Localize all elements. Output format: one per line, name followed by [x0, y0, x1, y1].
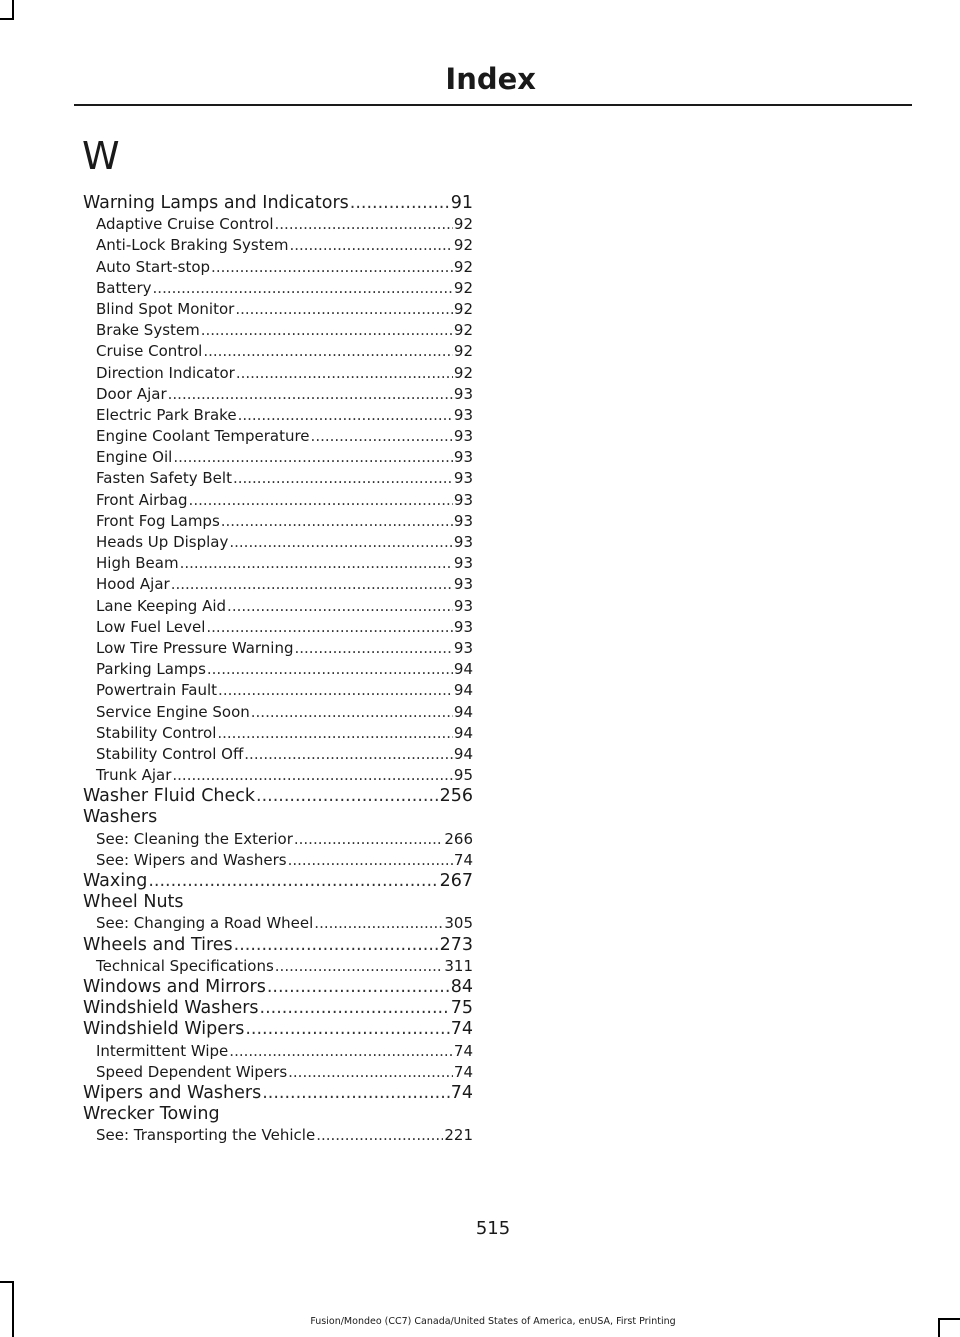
entry-page-number: 92 [453, 257, 473, 276]
dot-leader [172, 765, 453, 786]
dot-leader [275, 214, 453, 235]
entry-label: See: Changing a Road Wheel [96, 914, 314, 933]
index-subentry [83, 363, 473, 384]
index-subentry [83, 1125, 473, 1146]
entry-label: Low Tire Pressure Warning [96, 638, 294, 657]
entry-page-number: 94 [453, 660, 473, 679]
dot-leader [256, 786, 439, 807]
index-entry [83, 892, 473, 913]
entry-page-number: 74 [450, 1082, 473, 1103]
dot-leader [251, 702, 453, 723]
dot-leader [233, 468, 453, 489]
index-subentry [83, 426, 473, 447]
dot-leader [148, 871, 438, 892]
entry-page-number: 93 [453, 554, 473, 573]
entry-page-number: 92 [453, 299, 473, 318]
entry-label: Brake System [96, 321, 200, 340]
entry-label: Wheels and Tires [83, 934, 233, 955]
index-subentry [83, 1041, 473, 1062]
entry-label: See: Wipers and Washers [96, 850, 287, 869]
entry-label: Intermittent Wipe [96, 1041, 229, 1060]
index-entry [83, 998, 473, 1019]
crop-mark-bottom-left-horizontal [0, 1281, 14, 1283]
entry-page-number: 74 [450, 1019, 473, 1040]
dot-leader [206, 617, 453, 638]
dot-leader [201, 320, 453, 341]
entry-page-number: 267 [439, 871, 473, 891]
index-subentry [83, 596, 473, 617]
dot-leader [168, 384, 453, 405]
entry-label: Auto Start-stop [96, 257, 211, 276]
index-subentry [83, 490, 473, 511]
entry-label: High Beam [96, 554, 179, 573]
entry-label: Warning Lamps and Indicators [83, 193, 349, 213]
entry-page-number: 92 [453, 321, 473, 340]
entry-page-number: 94 [453, 723, 473, 742]
dot-leader [153, 278, 453, 299]
entry-label: Cruise Control [96, 342, 203, 361]
entry-label: Technical Specifications [96, 956, 274, 975]
entry-label: Lane Keeping Aid [96, 596, 227, 615]
entry-label: Door Ajar [96, 384, 167, 403]
entry-label: Parking Lamps [96, 660, 206, 679]
entry-page-number: 93 [453, 405, 473, 424]
entry-page-number: 266 [444, 829, 473, 848]
entry-page-number: 93 [453, 384, 473, 403]
entry-page-number: 74 [453, 1041, 473, 1060]
entry-page-number: 256 [439, 786, 473, 807]
index-subentry [83, 320, 473, 341]
entry-label: Speed Dependent Wipers [96, 1062, 288, 1081]
entry-page-number: 93 [453, 533, 473, 551]
entry-label: Front Airbag [96, 490, 188, 509]
entry-label: Trunk Ajar [96, 766, 172, 785]
entry-page-number: 74 [453, 1062, 473, 1081]
index-subentry [83, 553, 473, 574]
index-entry [83, 1019, 473, 1040]
dot-leader [288, 850, 453, 871]
index-subentry [83, 765, 473, 786]
index-subentry [83, 1062, 473, 1083]
index-subentry [83, 257, 473, 278]
index-entry [83, 935, 473, 956]
header-divider [74, 104, 912, 106]
dot-leader [267, 977, 450, 998]
entry-page-number: 221 [444, 1126, 473, 1145]
index-subentry [83, 214, 473, 235]
dot-leader [244, 744, 453, 765]
entry-page-number: 95 [453, 766, 473, 785]
dot-leader [245, 1019, 449, 1040]
entry-page-number: 311 [444, 956, 473, 975]
entry-page-number: 94 [453, 744, 473, 763]
dot-leader [171, 574, 453, 595]
entry-page-number: 93 [453, 638, 473, 657]
entry-label: Blind Spot Monitor [96, 299, 235, 318]
entry-label: Engine Oil [96, 448, 173, 467]
entry-label: See: Cleaning the Exterior [96, 829, 293, 848]
index-entry [83, 193, 473, 214]
footer-print-info: Fusion/Mondeo (CC7) Canada/United States of America, enUSA, First Printing [310, 1316, 676, 1327]
crop-mark-top-left-vertical [12, 0, 14, 20]
entry-page-number: 93 [453, 427, 473, 446]
index-subentry [83, 956, 473, 977]
dot-leader [238, 405, 453, 426]
index-list [83, 193, 473, 1146]
index-subentry [83, 723, 473, 744]
entry-page-number: 75 [450, 998, 473, 1019]
entry-label: Windshield Wipers [83, 1019, 245, 1040]
entry-label: Anti-Lock Braking System [96, 236, 289, 255]
index-subentry [83, 235, 473, 256]
entry-page-number: 92 [453, 278, 473, 297]
dot-leader [180, 553, 453, 574]
dot-leader [235, 299, 453, 320]
entry-page-number: 74 [453, 850, 473, 869]
entry-label: Service Engine Soon [96, 702, 250, 721]
entry-label: Fasten Safety Belt [96, 469, 232, 488]
dot-leader [262, 1083, 450, 1104]
dot-leader [275, 956, 444, 977]
dot-leader [234, 935, 439, 956]
dot-leader [221, 511, 453, 532]
dot-leader [314, 913, 443, 934]
index-subentry [83, 850, 473, 871]
index-entry [83, 807, 473, 828]
dot-leader [217, 723, 453, 744]
crop-mark-bottom-left-vertical [12, 1281, 14, 1337]
index-subentry [83, 532, 473, 553]
entry-page-number: 94 [453, 702, 473, 721]
dot-leader [295, 638, 453, 659]
dot-leader [350, 193, 450, 214]
dot-leader [203, 341, 453, 362]
entry-page-number: 91 [450, 193, 473, 213]
entry-page-number: 93 [453, 575, 473, 594]
entry-page-number: 92 [453, 342, 473, 361]
entry-label: Wheel Nuts [83, 892, 184, 913]
dot-leader [189, 490, 453, 511]
entry-label: Waxing [83, 871, 148, 891]
index-subentry [83, 299, 473, 320]
dot-leader [311, 426, 453, 447]
index-subentry [83, 405, 473, 426]
entry-label: Electric Park Brake [96, 405, 237, 424]
dot-leader [260, 998, 450, 1019]
entry-label: Direction Indicator [96, 363, 235, 382]
index-entry [83, 1083, 473, 1104]
index-subentry [83, 511, 473, 532]
entry-label: Wipers and Washers [83, 1082, 262, 1103]
entry-label: Hood Ajar [96, 575, 170, 594]
section-letter: W [82, 134, 120, 178]
index-subentry [83, 829, 473, 850]
index-entry [83, 871, 473, 892]
entry-label: Washer Fluid Check [83, 786, 256, 807]
index-subentry [83, 680, 473, 701]
index-entry [83, 786, 473, 807]
entry-page-number: 93 [453, 511, 473, 530]
index-entry [83, 977, 473, 998]
entry-label: Windshield Washers [83, 998, 259, 1019]
page-number: 515 [475, 1218, 511, 1239]
dot-leader [294, 829, 443, 850]
index-subentry [83, 278, 473, 299]
entry-label: Battery [96, 278, 152, 297]
entry-label: Heads Up Display [96, 533, 229, 551]
index-subentry [83, 638, 473, 659]
entry-label: Windows and Mirrors [83, 976, 266, 997]
dot-leader [289, 235, 452, 256]
entry-label: Stability Control [96, 723, 217, 742]
entry-label: Washers [83, 807, 158, 828]
entry-label: Wrecker Towing [83, 1104, 220, 1125]
entry-page-number: 305 [444, 914, 473, 933]
page-header-title: Index [445, 62, 536, 96]
index-subentry [83, 574, 473, 595]
dot-leader [236, 363, 453, 384]
entry-page-number: 92 [453, 363, 473, 382]
entry-page-number: 92 [453, 215, 473, 234]
index-entry [83, 1104, 473, 1125]
entry-page-number: 92 [453, 236, 473, 255]
dot-leader [316, 1125, 443, 1146]
index-subentry [83, 913, 473, 934]
index-subentry [83, 384, 473, 405]
index-subentry [83, 447, 473, 468]
dot-leader [211, 257, 453, 278]
entry-page-number: 93 [453, 490, 473, 509]
entry-page-number: 273 [439, 934, 473, 955]
entry-label: Engine Coolant Temperature [96, 427, 310, 446]
index-subentry [83, 468, 473, 489]
entry-page-number: 94 [453, 681, 473, 700]
dot-leader [173, 447, 453, 468]
index-subentry [83, 744, 473, 765]
entry-page-number: 93 [453, 469, 473, 488]
entry-label: See: Transporting the Vehicle [96, 1126, 316, 1145]
entry-label: Stability Control Off [96, 744, 244, 763]
entry-page-number: 93 [453, 617, 473, 636]
entry-label: Front Fog Lamps [96, 511, 220, 530]
entry-page-number: 93 [453, 596, 473, 615]
entry-page-number: 84 [450, 976, 473, 997]
index-subentry [83, 341, 473, 362]
dot-leader [288, 1062, 453, 1083]
index-subentry [83, 659, 473, 680]
crop-mark-top-left-horizontal [0, 18, 14, 20]
index-subentry [83, 617, 473, 638]
dot-leader [227, 596, 453, 617]
entry-label: Powertrain Fault [96, 681, 218, 700]
entry-label: Adaptive Cruise Control [96, 215, 274, 234]
dot-leader [218, 680, 453, 701]
entry-page-number: 93 [453, 448, 473, 467]
dot-leader [207, 659, 453, 680]
dot-leader [229, 1041, 453, 1062]
index-subentry [83, 702, 473, 723]
dot-leader [229, 532, 453, 553]
entry-label: Low Fuel Level [96, 617, 206, 636]
